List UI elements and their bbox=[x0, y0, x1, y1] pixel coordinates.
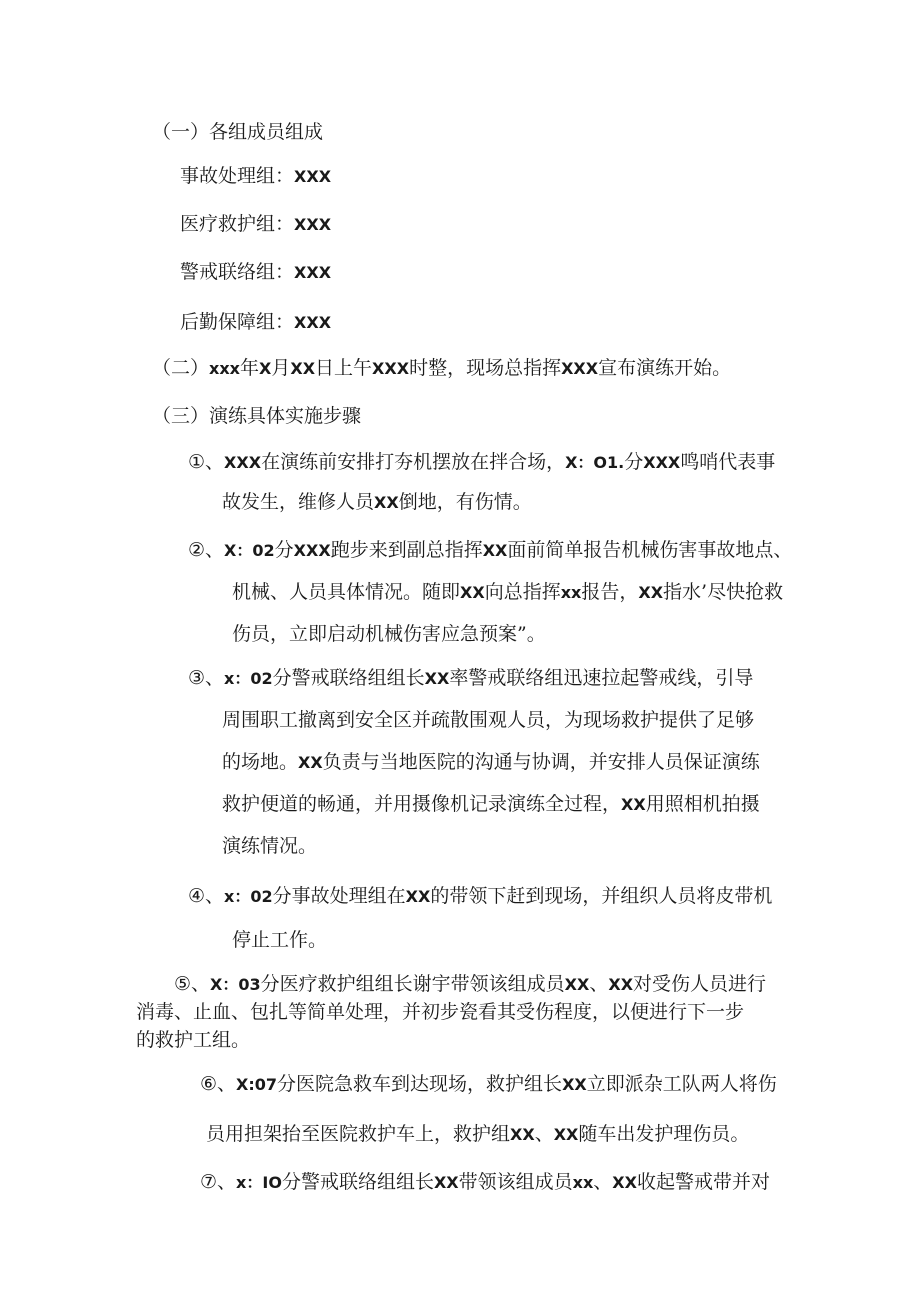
step-line: 周围职工撤离到安全区并疏散围观人员，为现场救护提供了足够 bbox=[222, 709, 755, 731]
step-line: 救护便道的畅通，并用摄像机记录演练全过程，XX用照相机拍摄 bbox=[222, 793, 760, 815]
step-line: 机械、人员具体情况。随即XX向总指挥xx报告，XX指水’尽快抢救 bbox=[232, 581, 784, 603]
step-line: 的场地。XX负责与当地医院的沟通与协调，并安排人员保证演练 bbox=[222, 751, 760, 773]
step-line: ③、x：02分警戒联络组组长XX率警戒联络组迅速拉起警戒线，引导 bbox=[188, 667, 754, 689]
step-line: ⑥、X:07分医院急救车到达现场，救护组长XX立即派杂工队两人将伤 bbox=[200, 1073, 777, 1095]
group-line: 警戒联络组：XXX bbox=[180, 261, 332, 283]
group-line: 医疗救护组：XXX bbox=[180, 213, 332, 235]
section-heading-3: （三）演练具体实施步骤 bbox=[152, 405, 362, 427]
step-line: 的救护工组。 bbox=[136, 1029, 251, 1051]
step-line: 员用担架抬至医院救护车上，救护组XX、XX随车出发护理伤员。 bbox=[206, 1123, 750, 1145]
group-line: 事故处理组：XXX bbox=[180, 165, 332, 187]
step-line: 演练情况。 bbox=[222, 835, 318, 857]
step-line: ①、XXX在演练前安排打夯机摆放在拌合场，X：O1.分XXX鸣哨代表事 bbox=[188, 451, 776, 473]
step-line: ⑤、X：03分医疗救护组组长谢宇带领该组成员XX、XX对受伤人员进行 bbox=[174, 973, 767, 995]
section-heading-1: （一）各组成员组成 bbox=[152, 121, 324, 143]
group-line: 后勤保障组：XXX bbox=[180, 311, 332, 333]
step-line: 伤员，立即启动机械伤害应急预案”。 bbox=[232, 623, 546, 645]
step-line: ⑦、x：IO分警戒联络组组长XX带领该组成员xx、XX收起警戒带并对 bbox=[200, 1171, 770, 1193]
step-line: 停止工作。 bbox=[232, 929, 328, 951]
step-line: 故发生，维修人员XX倒地，有伤情。 bbox=[222, 491, 532, 513]
step-line: 消毒、止血、包扎等简单处理，并初步瓷看其受伤程度，以便进行下一步 bbox=[136, 1001, 745, 1023]
section-heading-2: （二）xxx年X月XX日上午XXX时整，现场总指挥XXX宣布演练开始。 bbox=[152, 357, 732, 379]
step-line: ②、X：02分XXX跑步来到副总指挥XX面前简单报告机械伤害事故地点、 bbox=[188, 539, 793, 561]
step-line: ④、x：02分事故处理组在XX的带领下赶到现场，并组织人员将皮带机 bbox=[188, 885, 773, 907]
